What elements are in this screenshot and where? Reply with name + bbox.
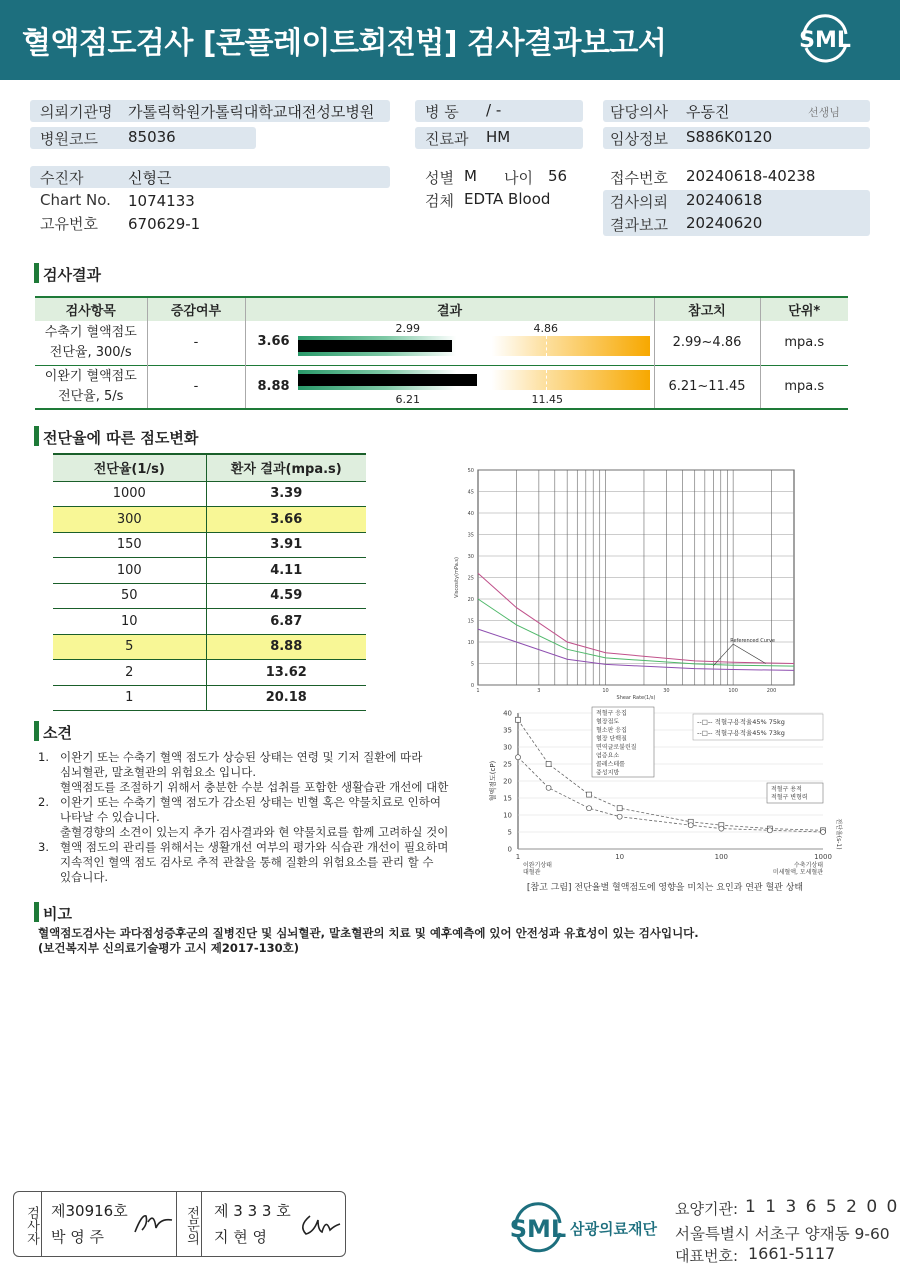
col-ref: 참고치 bbox=[654, 297, 760, 321]
clinical-label: 임상정보 bbox=[610, 130, 668, 148]
item-name: 이완기 혈액점도 bbox=[44, 368, 137, 384]
x-tick-label: 10 bbox=[615, 853, 625, 861]
item-shear: 전단율, 300/s bbox=[49, 344, 132, 360]
shear-rate: 100 bbox=[53, 558, 206, 584]
patient-name: 신형근 bbox=[128, 169, 172, 187]
sml-logo: SML bbox=[796, 14, 854, 66]
shear-row bbox=[53, 634, 366, 660]
receipt: 20240618-40238 bbox=[686, 167, 816, 185]
y-tick-label: 45 bbox=[467, 489, 474, 496]
shear-value: 20.18 bbox=[206, 685, 366, 711]
y-tick-label: 20 bbox=[467, 597, 474, 603]
ref-low-tick: 2.99 bbox=[395, 322, 420, 335]
data-point bbox=[767, 828, 772, 833]
data-point bbox=[617, 814, 622, 819]
shear-value: 3.66 bbox=[206, 507, 366, 533]
unit: mpa.s bbox=[760, 321, 848, 365]
x-label-left: 이완기상태 bbox=[523, 862, 552, 869]
specialist-no: 제 3 3 3 호 bbox=[214, 1202, 291, 1220]
care-label: 요양기관: bbox=[675, 1200, 739, 1218]
y-tick-label: 0 bbox=[470, 683, 474, 689]
unique-no: 670629-1 bbox=[128, 215, 201, 233]
factor-label: 중성지방 bbox=[596, 769, 620, 777]
data-point bbox=[617, 806, 622, 811]
factor-label: 콜레스테롤 bbox=[596, 761, 625, 768]
shear-row bbox=[53, 481, 366, 507]
x-axis-label: Shear Rate(1/s) bbox=[616, 695, 656, 701]
data-point bbox=[719, 826, 724, 831]
y-tick-label: 25 bbox=[467, 575, 474, 582]
ref-range: 2.99~4.86 bbox=[654, 321, 760, 365]
shear-row bbox=[53, 660, 366, 686]
y-tick-label: 10 bbox=[467, 640, 474, 646]
shear-rate: 1 bbox=[53, 685, 206, 711]
shear-rate: 1000 bbox=[53, 481, 206, 507]
x-tick-label: 3 bbox=[537, 688, 541, 694]
factor-label: 혈소판 응집 bbox=[596, 727, 627, 734]
y-tick-label: 5 bbox=[507, 828, 512, 837]
col-item: 검사항목 bbox=[35, 297, 147, 321]
report-date-label: 결과보고 bbox=[610, 216, 668, 234]
data-point bbox=[546, 785, 551, 790]
x-tick-label: 200 bbox=[766, 688, 777, 694]
factor-label: 면역글로불린질 bbox=[596, 744, 637, 751]
x-tick-label: 30 bbox=[663, 688, 670, 694]
viscosity-curve-chart bbox=[450, 462, 800, 707]
results-table bbox=[35, 296, 848, 410]
receipt-label: 접수번호 bbox=[610, 169, 668, 187]
remark-text: 혈액점도검사는 과다점성증후군의 질병진단 및 심뇌혈관, 말초혈관의 치료 및 예후예측에 있어 안전성과 유효성이 있는 검사입니다. (보건복지부 신의료기술평가 고시 제2017-130호) bbox=[38, 926, 699, 955]
y-axis-label: 혈액점도(cP) bbox=[489, 760, 497, 802]
y-tick-label: 35 bbox=[467, 532, 474, 539]
specialist-signature bbox=[296, 1210, 342, 1238]
y-axis-label: Viscosity(mPa.s) bbox=[454, 557, 460, 598]
age-label: 나이 bbox=[504, 169, 533, 187]
request-org: 가톨릭학원가톨릭대학교대전성모병원 bbox=[128, 103, 375, 121]
x-label-right-sub: 미세혈액, 모세혈관 bbox=[772, 869, 823, 876]
y-tick-label: 40 bbox=[503, 709, 512, 718]
y-right-label: 전단율(s-1) bbox=[835, 818, 842, 850]
examiner-no: 제30916호 bbox=[51, 1202, 128, 1220]
hospital-code: 85036 bbox=[128, 128, 176, 146]
shear-row bbox=[53, 507, 366, 533]
results-section-title: 검사결과 bbox=[43, 266, 101, 284]
gauge bbox=[298, 370, 650, 390]
y-tick-label: 25 bbox=[503, 760, 512, 769]
phone: 1661-5117 bbox=[748, 1244, 836, 1263]
specialist-label: 전문의 bbox=[176, 1192, 202, 1256]
opinion-section-title: 소견 bbox=[43, 724, 72, 742]
shear-rate: 2 bbox=[53, 660, 206, 686]
opinion-item: 2. 이완기 또는 수축기 혈액 점도가 감소된 상태는 빈혈 혹은 약물치료로 인하여 나타날 수 있습니다. 출혈경향의 소견이 있는지 추가 검사결과와 현 약물치료를 함께 고려하실 것이 bbox=[38, 795, 449, 839]
result-row-systolic bbox=[35, 321, 848, 365]
remark-section-title: 비고 bbox=[43, 905, 72, 923]
opinion-list bbox=[38, 750, 468, 885]
ref-low-tick: 6.21 bbox=[395, 392, 420, 406]
sex-label: 성별 bbox=[425, 169, 454, 187]
org-name: 삼광의료재단 bbox=[570, 1220, 657, 1238]
shear-row bbox=[53, 583, 366, 609]
figure-caption: [참고 그림] 전단율별 혈액점도에 영향을 미치는 요인과 연관 혈관 상태 bbox=[526, 883, 804, 893]
specialist-name: 지 현 영 bbox=[214, 1228, 268, 1246]
age: 56 bbox=[548, 167, 568, 185]
y-tick-label: 0 bbox=[507, 845, 512, 854]
clinical: S886K0120 bbox=[686, 128, 773, 146]
ref-range: 6.21~11.45 bbox=[654, 365, 760, 409]
shear-col-rate: 전단율(1/s) bbox=[53, 454, 206, 481]
item-shear: 전단율, 5/s bbox=[58, 388, 124, 404]
doctor: 우동진 bbox=[686, 103, 730, 121]
x-tick-label: 100 bbox=[714, 853, 729, 861]
data-point bbox=[587, 806, 592, 811]
request-org-label: 의뢰기관명 bbox=[40, 103, 113, 121]
shear-value: 4.59 bbox=[206, 583, 366, 609]
factor2-label: 적혈구 변형력 bbox=[771, 794, 808, 801]
data-point bbox=[688, 823, 693, 828]
gauge-fill bbox=[298, 374, 478, 386]
x-tick-label: 100 bbox=[728, 688, 738, 694]
y-tick-label: 30 bbox=[467, 554, 474, 560]
address: 서울특별시 서초구 양재동 9-60 bbox=[675, 1225, 890, 1243]
patient-row bbox=[30, 166, 390, 188]
legend-entry: --□-- 적혈구용적율45% 75kg bbox=[697, 718, 785, 726]
shear-row bbox=[53, 558, 366, 584]
factor-label: 염증요소 bbox=[596, 752, 620, 760]
result-value: 3.66 bbox=[257, 334, 290, 349]
chart-no: 1074133 bbox=[128, 192, 195, 210]
opinion-item: 1. 이완기 또는 수축기 혈액 점도가 상승된 상태는 연령 및 기저 질환에 따라 심뇌혈관, 말초혈관의 위험요소 입니다. 혈액점도를 조절하기 위해서 충분한 수분 섭취를 포함한 생활습관 개선에 대한 bbox=[38, 750, 449, 794]
doctor-suffix: 선생님 bbox=[808, 106, 840, 119]
factor-label: 혈장점도 bbox=[596, 718, 620, 726]
examiner-label: 검사자 bbox=[17, 1192, 42, 1256]
unit: mpa.s bbox=[760, 365, 848, 409]
item-name: 수축기 혈액점도 bbox=[44, 324, 137, 340]
report-date: 20240620 bbox=[686, 214, 763, 232]
specimen-label: 검체 bbox=[425, 192, 454, 210]
reference-figure-chart bbox=[485, 705, 845, 898]
change: - bbox=[147, 365, 245, 409]
shear-table bbox=[53, 453, 366, 711]
opinion-item: 3. 혈액 점도의 관리를 위해서는 생활개선 여부의 평가와 식습관 개선이 필요하며 지속적인 혈액 점도 검사로 추적 관찰을 통해 질환의 위험요소를 관리 할 수 있습니다. bbox=[38, 840, 449, 884]
y-tick-label: 15 bbox=[503, 794, 512, 803]
shear-section-marker bbox=[34, 426, 39, 446]
ward: / - bbox=[486, 101, 502, 119]
hospital-code-label: 병원코드 bbox=[40, 130, 98, 148]
shear-rate: 10 bbox=[53, 609, 206, 635]
request-date-label: 검사의뢰 bbox=[610, 193, 668, 211]
y-tick-label: 50 bbox=[467, 468, 474, 474]
y-tick-label: 15 bbox=[467, 618, 474, 625]
shear-col-result: 환자 결과(mpa.s) bbox=[206, 454, 366, 481]
chart-label: Chart No. bbox=[40, 191, 111, 209]
x-label-left-sub: 대혈관 bbox=[523, 869, 541, 876]
factor-label: 적혈구 응집 bbox=[596, 710, 627, 717]
footer-sml-logo: SML bbox=[508, 1199, 568, 1257]
change: - bbox=[147, 321, 245, 365]
examiner-signature bbox=[132, 1210, 176, 1238]
col-result: 결과 bbox=[245, 297, 654, 321]
report-title: 혈액점도검사 [콘플레이트회전법] 검사결과보고서 bbox=[22, 26, 667, 61]
shear-value: 13.62 bbox=[206, 660, 366, 686]
gauge bbox=[298, 336, 650, 356]
doctor-label: 담당의사 bbox=[610, 103, 668, 121]
result-value: 8.88 bbox=[257, 378, 290, 394]
col-change: 증감여부 bbox=[147, 297, 245, 321]
specimen: EDTA Blood bbox=[464, 190, 551, 208]
signature-box bbox=[13, 1191, 346, 1257]
data-point bbox=[516, 717, 521, 722]
shear-row bbox=[53, 532, 366, 558]
y-tick-label: 35 bbox=[503, 726, 512, 735]
dept: HM bbox=[486, 128, 511, 146]
shear-row bbox=[53, 685, 366, 711]
data-point bbox=[821, 830, 826, 835]
y-tick-label: 10 bbox=[503, 811, 512, 820]
x-tick-label: 10 bbox=[602, 688, 609, 694]
sex: M bbox=[464, 167, 477, 185]
ref-high-tick: 11.45 bbox=[531, 392, 563, 406]
shear-rate: 5 bbox=[53, 634, 206, 660]
annotation-label: Referenced Curve bbox=[730, 638, 775, 644]
data-point bbox=[546, 762, 551, 767]
care-no: 1 1 3 6 5 2 0 0 bbox=[745, 1197, 900, 1217]
shear-value: 6.87 bbox=[206, 609, 366, 635]
opinion-section-marker bbox=[34, 721, 39, 741]
x-tick-label: 1 bbox=[476, 688, 480, 694]
dept-label: 진료과 bbox=[425, 130, 469, 148]
legend-entry: --□-- 적혈구용적율45% 73kg bbox=[697, 729, 785, 737]
factor-label: 혈장 단백질 bbox=[596, 735, 627, 743]
results-section-marker bbox=[34, 263, 39, 283]
x-tick-label: 1000 bbox=[814, 853, 832, 861]
gauge-fill bbox=[298, 340, 453, 352]
result-row-diastolic bbox=[35, 365, 848, 409]
shear-value: 4.11 bbox=[206, 558, 366, 584]
ward-label: 병 동 bbox=[425, 103, 459, 121]
patient-label: 수진자 bbox=[40, 169, 84, 187]
shear-rate: 300 bbox=[53, 507, 206, 533]
shear-value: 3.91 bbox=[206, 532, 366, 558]
x-tick-label: 1 bbox=[515, 853, 521, 861]
shear-rate: 150 bbox=[53, 532, 206, 558]
shear-value: 8.88 bbox=[206, 634, 366, 660]
request-date: 20240618 bbox=[686, 191, 763, 209]
remark-section-marker bbox=[34, 902, 39, 922]
phone-label: 대표번호: bbox=[675, 1247, 739, 1265]
data-point bbox=[516, 755, 521, 760]
unique-label: 고유번호 bbox=[40, 215, 98, 233]
shear-section-title: 전단율에 따른 점도변화 bbox=[43, 429, 199, 447]
y-tick-label: 30 bbox=[503, 743, 512, 752]
shear-row bbox=[53, 609, 366, 635]
x-label-right: 수축기상태 bbox=[794, 862, 823, 869]
data-point bbox=[587, 792, 592, 797]
ref-high-tick: 4.86 bbox=[533, 322, 558, 335]
col-unit: 단위* bbox=[760, 297, 848, 321]
y-tick-label: 20 bbox=[503, 777, 512, 786]
y-tick-label: 5 bbox=[470, 661, 474, 668]
shear-rate: 50 bbox=[53, 583, 206, 609]
examiner-name: 박 영 주 bbox=[51, 1228, 105, 1246]
factor2-label: 적혈구 용적 bbox=[771, 786, 802, 793]
shear-value: 3.39 bbox=[206, 481, 366, 507]
y-tick-label: 40 bbox=[467, 511, 474, 517]
